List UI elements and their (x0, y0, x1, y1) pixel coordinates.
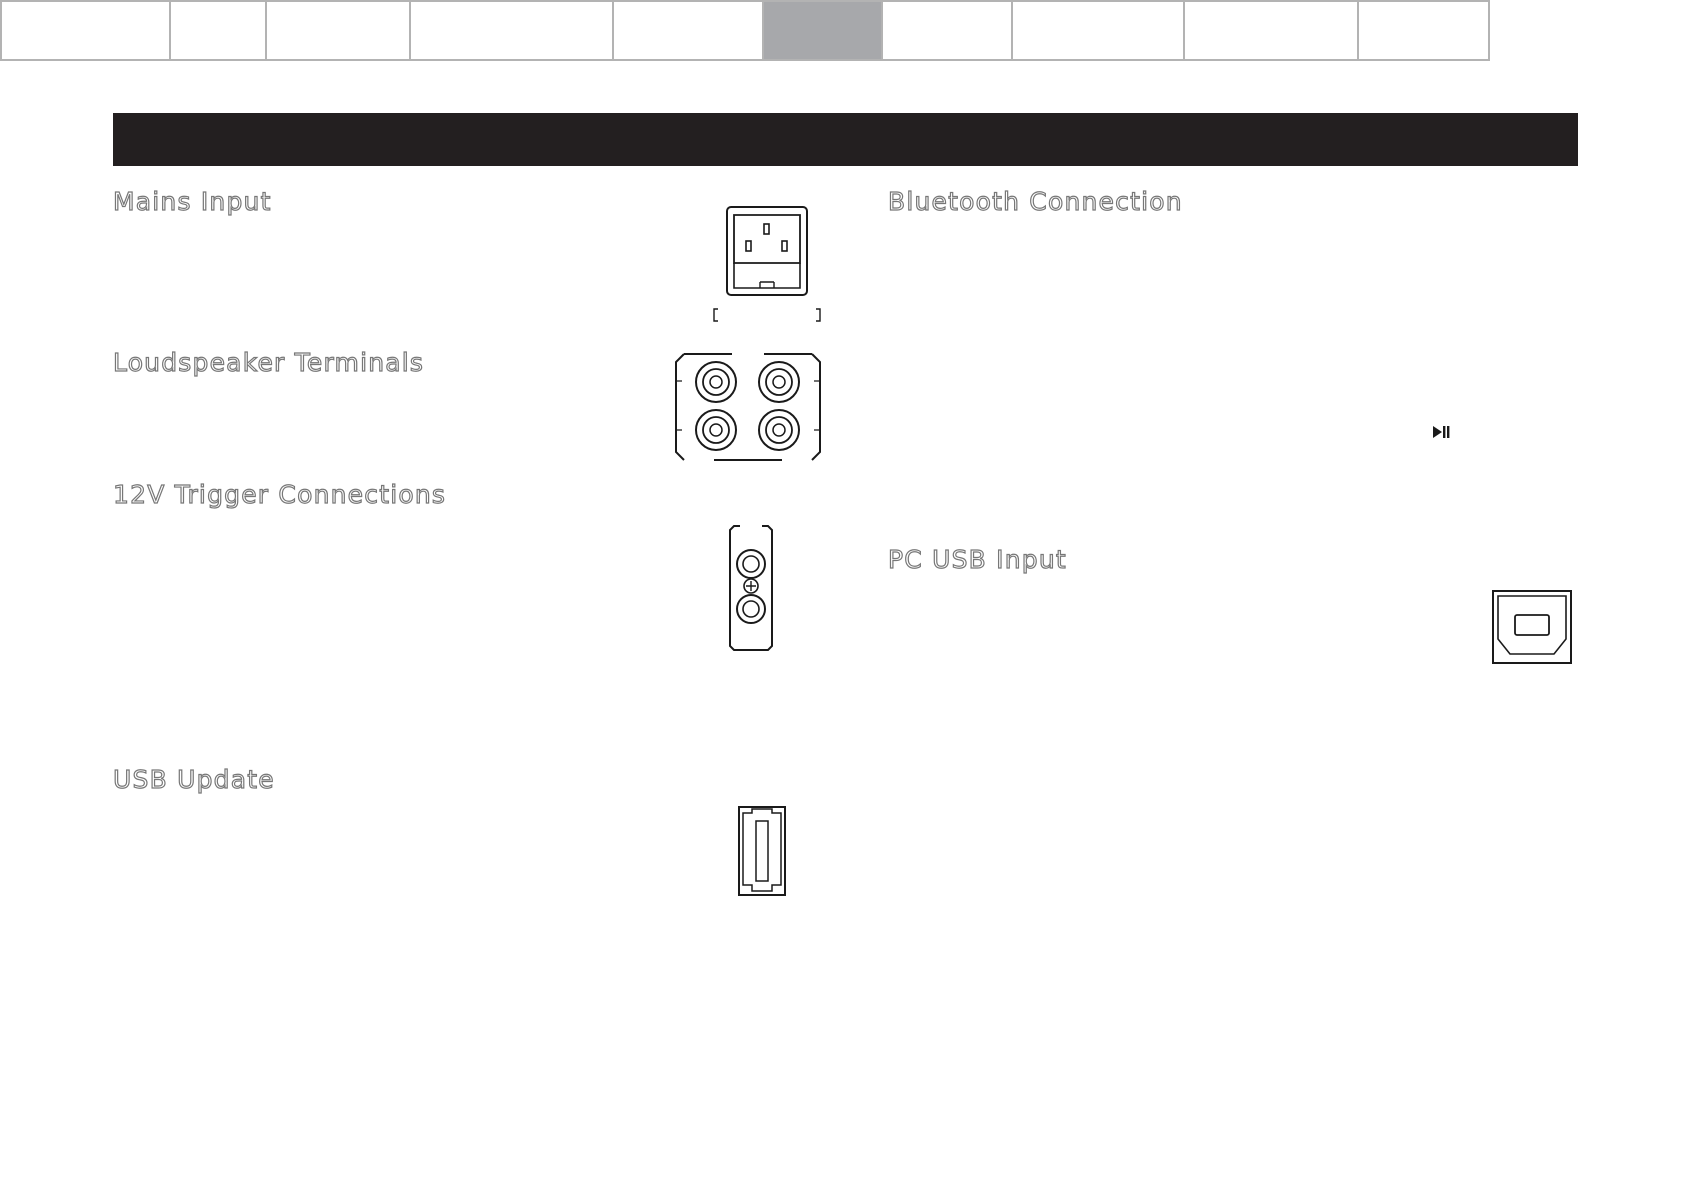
tab-9[interactable] (1185, 0, 1359, 61)
trigger-jack-icon (728, 524, 774, 652)
tab-2[interactable] (171, 0, 267, 61)
tab-7[interactable] (883, 0, 1013, 61)
bluetooth-connection-heading: Bluetooth Connection (888, 187, 1183, 216)
usb-a-port-icon (737, 805, 787, 897)
play-pause-icon (1432, 424, 1452, 440)
tab-1[interactable] (0, 0, 171, 61)
trigger-connections-heading: 12V Trigger Connections (113, 480, 447, 509)
pc-usb-input-heading: PC USB Input (888, 545, 1067, 574)
tab-8[interactable] (1013, 0, 1185, 61)
chapter-tabs (0, 0, 1490, 61)
usb-update-heading: USB Update (113, 765, 275, 794)
mains-input-heading: Mains Input (113, 187, 272, 216)
tab-6-active[interactable] (764, 0, 883, 61)
loudspeaker-binding-posts-icon (674, 352, 822, 462)
tab-10[interactable] (1359, 0, 1490, 61)
loudspeaker-terminals-heading: Loudspeaker Terminals (113, 348, 425, 377)
section-header-bar (113, 113, 1578, 166)
tab-3[interactable] (267, 0, 411, 61)
tab-5[interactable] (614, 0, 764, 61)
iec-mains-socket-icon (712, 205, 824, 323)
usb-b-port-icon (1491, 589, 1573, 665)
tab-4[interactable] (411, 0, 614, 61)
